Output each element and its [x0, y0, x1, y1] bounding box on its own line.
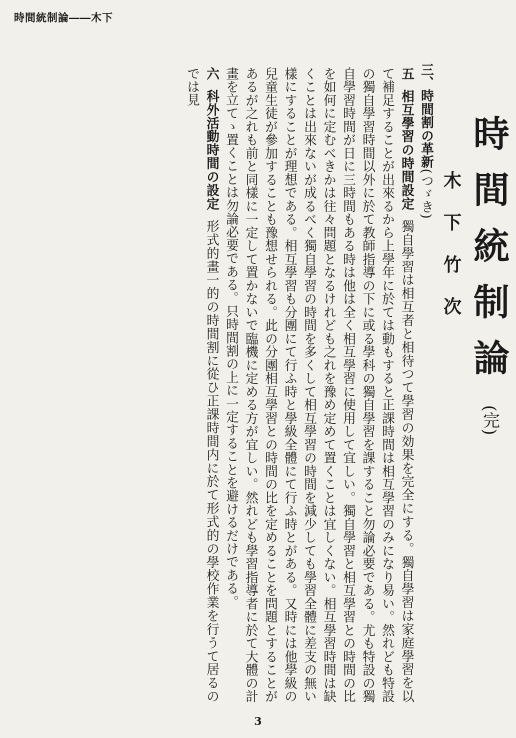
- running-head: 時間統制論――木下: [14, 12, 113, 24]
- item-heading: 相互學習の時間設定: [398, 89, 414, 211]
- title-block: [435, 63, 510, 703]
- section-heading-sub: (つゞき): [418, 168, 433, 219]
- paragraph-item-6: [182, 67, 221, 703]
- article-title-text: 時間統制論: [468, 115, 510, 395]
- section-heading: [416, 63, 436, 703]
- paragraph-item-5: [221, 67, 416, 703]
- item-heading: 科外活動時間の設定: [203, 89, 219, 211]
- page-number: 3: [254, 715, 262, 728]
- section-heading-text: 三、時間割の革新: [418, 63, 433, 169]
- title-suffix: (完): [479, 405, 499, 436]
- item-text: 形式的畫一的の時間割に從ひ正課時間内に於て形式的の學校作業を行うて居るのでは見: [184, 67, 219, 703]
- author-name: 木下竹次: [440, 171, 462, 339]
- item-text: 獨自學習は相互者と相待つて學習の効果を完全にする。獨自學習は家庭學習を以て補足することが出來るから上學年に於ては動もすると正課時間は相互學習のみになり易い。然れども特設の獨自學習時間以外に於て教師指導の下に或る學科の獨自學習を課すること勿論必要である。尤も特設の獨自學習時間が日に三時間もある時は他は全く相互學習に使用して宜しい。獨自學習と相互學習との時間の比を如何に定むべきかは往々問題となるけれども之れを豫め定めて置くことは宜しくない。相互學習時間は缺くことは出來ないが成るべく獨自學習の時間を多くして相互學習の時間を減少しても學習全體に差支の無い樣にすることが理想である。相互學習も分團にて行ふ時と學級全體にて行ふ時とがある。又時には他學級の兒童生徒が參加することも豫想せられる。此の分團相互學習との時間の比を定めることを問題とすることがあるが之れも前と同樣に一定して置かないで臨機に定める方が宜しい。然れども學習指導者に於て大體の計畫を立てゝ置くことは勿論必要である。只時間割の上に一定することを避けるだけである。: [223, 67, 414, 703]
- item-number: 六: [203, 67, 219, 81]
- article-title: [468, 115, 510, 436]
- article-body: [182, 63, 510, 703]
- item-number: 五: [398, 67, 414, 81]
